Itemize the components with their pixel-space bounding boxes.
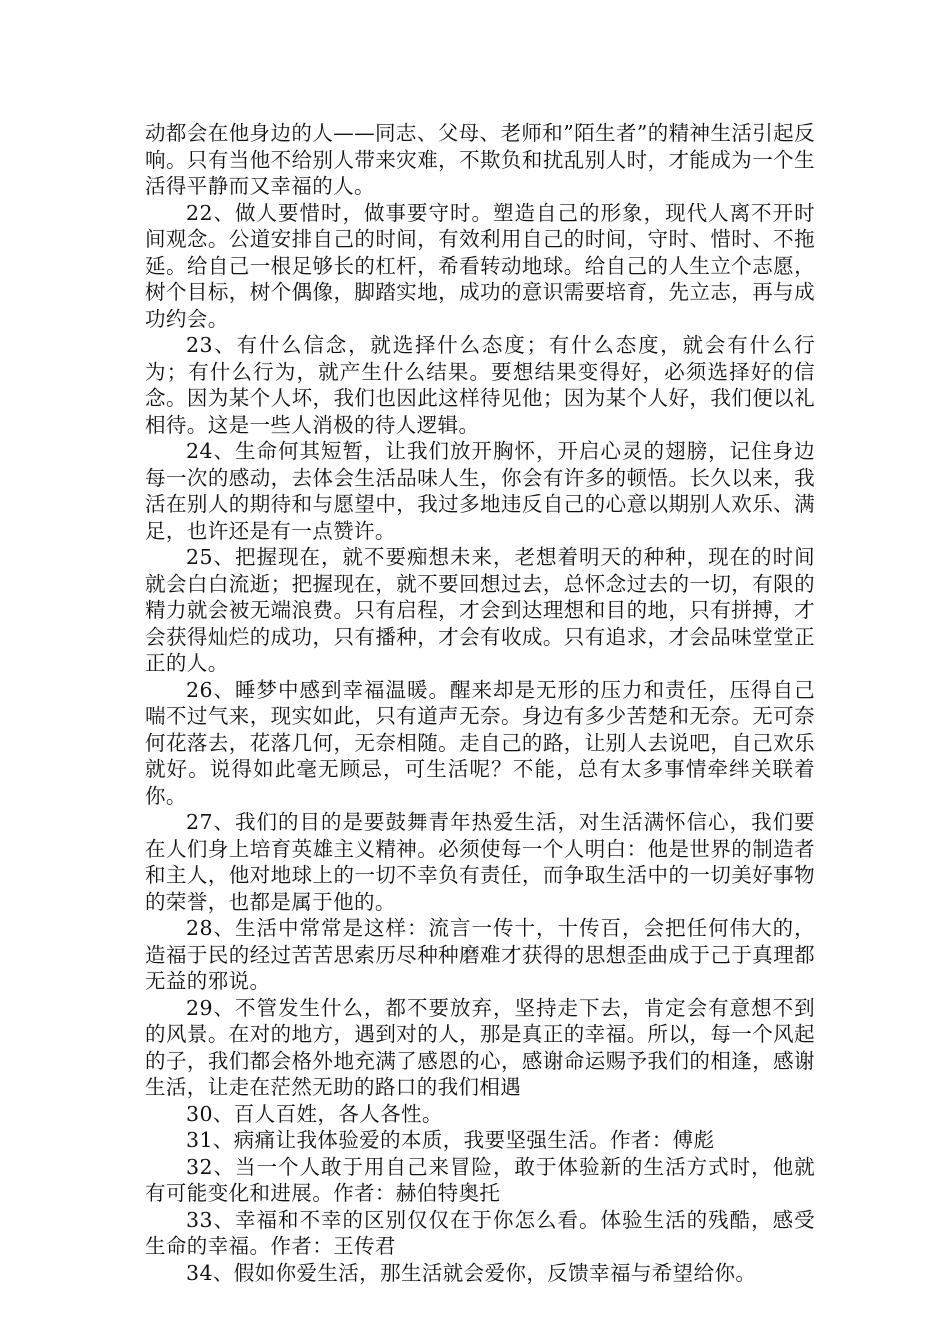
- paragraph-24: 24、生命何其短暂，让我们放开胸怀，开启心灵的翅膀，记住身边每一次的感动，去体会生活品味人生，你会有许多的顿悟。长久以来，我活在别人的期待和与愿望中，我过多地违反自己的心意以期别人欢乐、满足，也许还是有一点赞许。: [145, 439, 815, 543]
- paragraph-21-continued: 动都会在他身边的人——同志、父母、老师和”陌生者”的精神生活引起反响。只有当他不给别人带来灾难，不欺负和扰乱别人时，才能成为一个生活得平静而又幸福的人。: [145, 121, 815, 198]
- paragraph-32: 32、当一个人敢于用自己来冒险，敢于体验新的生活方式时，他就有可能变化和进展。作者：赫伯特奥托: [145, 1154, 815, 1205]
- paragraph-31: 31、病痛让我体验爱的本质，我要坚强生活。作者：傅彪: [186, 1128, 715, 1152]
- paragraph-29: 29、不管发生什么，都不要放弃，坚持走下去，肯定会有意想不到的风景。在对的地方，遇到对的人，那是真正的幸福。所以，每一个风起的子，我们都会格外地充满了感恩的心，感谢命运赐予我们的相逢，感谢生活，让走在茫然无助的路口的我们相遇: [145, 995, 815, 1099]
- paragraph-27: 27、我们的目的是要鼓舞青年热爱生活，对生活满怀信心，我们要在人们身上培育英雄主义精神。必须使每一个人明白：他是世界的制造者和主人，他对地球上的一切不幸负有责任，而争取生活中的一切美好事物的荣誉，也都是属于他的。: [145, 810, 815, 914]
- paragraph-25: 25、把握现在，就不要痴想未来，老想着明天的种种，现在的时间就会白白流逝；把握现在，就不要回想过去，总怀念过去的一切，有限的精力就会被无端浪费。只有启程，才会到达理想和目的地，只有拼搏，才会获得灿烂的成功，只有播种，才会有收成。只有追求，才会品味堂堂正正的人。: [145, 545, 815, 675]
- paragraph-26: 26、睡梦中感到幸福温暖。醒来却是无形的压力和责任，压得自己喘不过气来，现实如此，只有道声无奈。身边有多少苦楚和无奈。无可奈何花落去，花落几何，无奈相随。走自己的路，让别人去说吧，自己欢乐就好。说得如此毫无顾忌，可生活呢？不能，总有太多事情牵绊关联着你。: [145, 677, 815, 808]
- paragraph-22: 22、做人要惜时，做事要守时。塑造自己的形象，现代人离不开时间观念。公道安排自己的时间，有效利用自己的时间，守时、惜时、不拖延。给自己一根足够长的杠杆，希看转动地球。给自己的人生立个志愿，树个目标，树个偶像，脚踏实地，成功的意识需要培育，先立志，再与成功约会。: [145, 200, 815, 331]
- paragraph-23: 23、有什么信念，就选择什么态度；有什么态度，就会有什么行为；有什么行为，就产生什么结果。要想结果变得好，必须选择好的信念。因为某个人坏，我们也因此这样待见他；因为某个人好，我们便以礼相待。这是一些人消极的待人逻辑。: [145, 333, 815, 437]
- paragraph-33: 33、幸福和不幸的区别仅仅在于你怎么看。体验生活的残酷，感受生命的幸福。作者：王传君: [145, 1207, 815, 1258]
- paragraph-28: 28、生活中常常是这样：流言一传十，十传百，会把任何伟大的，造福于民的经过苦苦思索历尽种种磨难才获得的思想歪曲成于己于真理都无益的邪说。: [145, 916, 815, 993]
- document-body: [145, 120, 815, 1286]
- paragraph-30: 30、百人百姓，各人各性。: [186, 1101, 443, 1126]
- paragraph-34: 34、假如你爱生活，那生活就会爱你，反馈幸福与希望给你。: [186, 1260, 757, 1285]
